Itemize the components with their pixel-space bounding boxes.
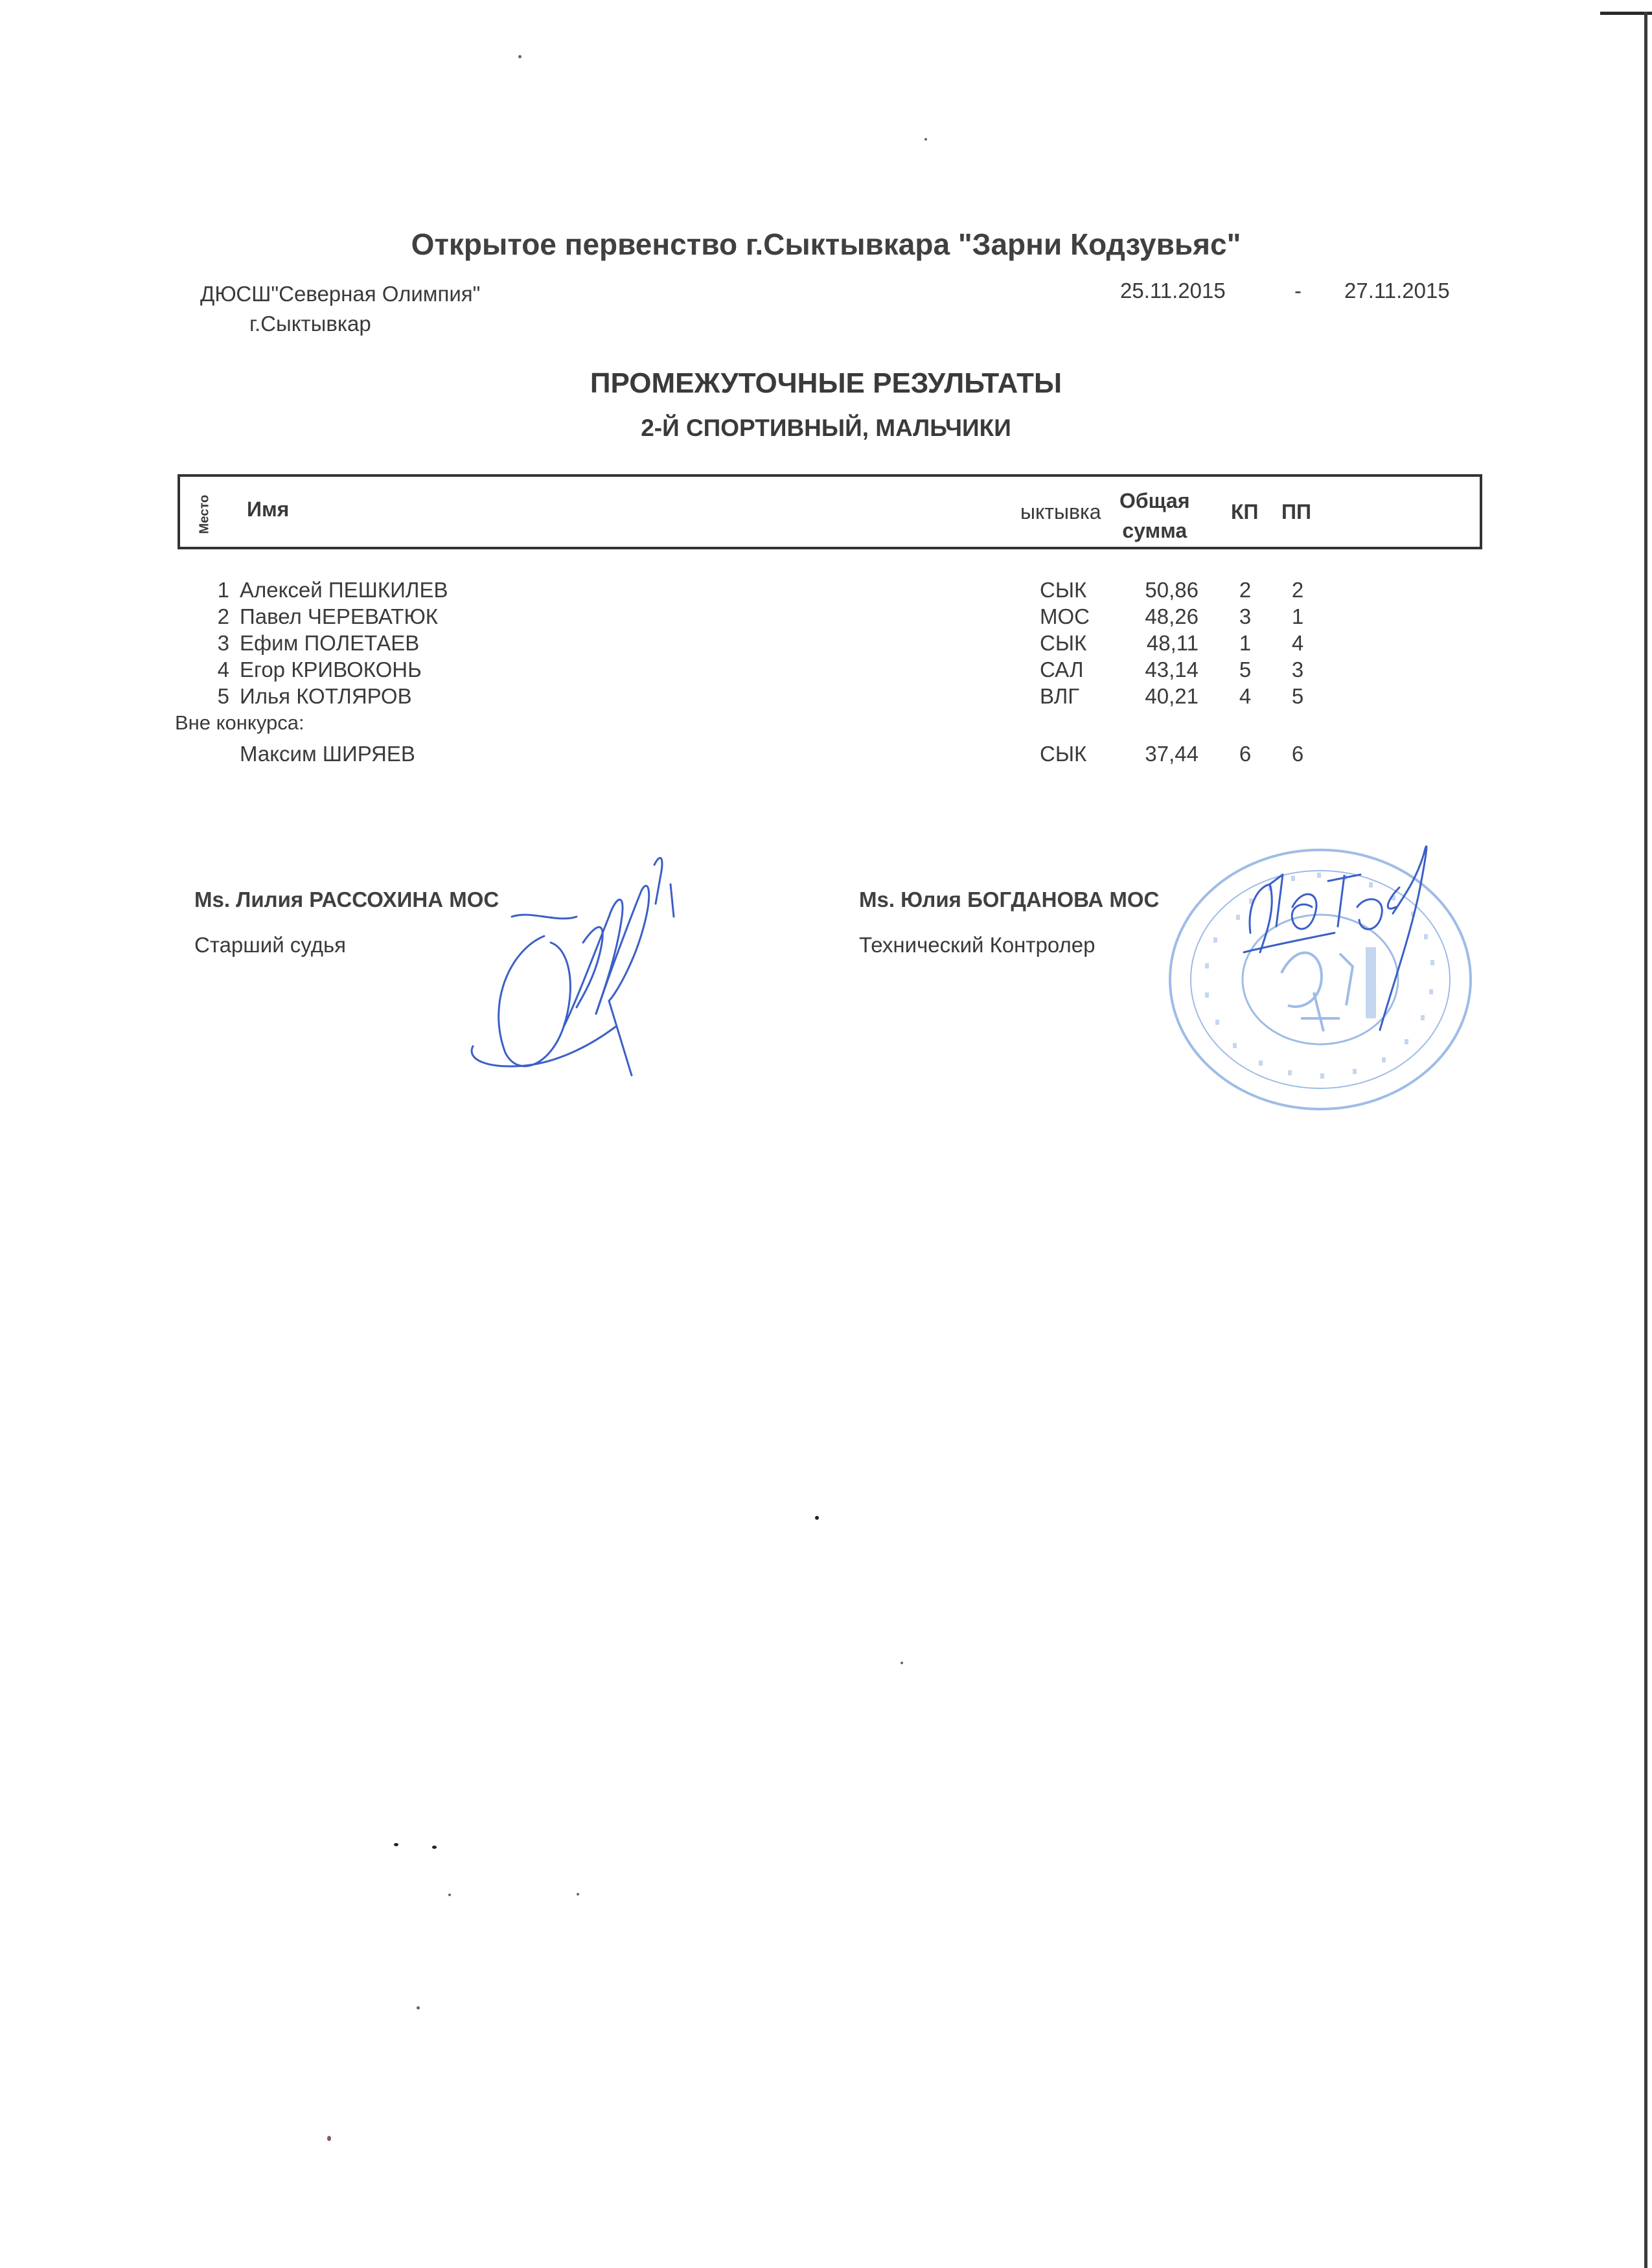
outside-competition-label: Вне конкурса: <box>175 711 304 734</box>
row-club: СЫК <box>1040 578 1087 602</box>
row-total: 43,14 <box>1145 658 1199 682</box>
date-end: 27.11.2015 <box>1344 279 1450 303</box>
row-kp: 5 <box>1239 658 1252 682</box>
organizer: ДЮСШ"Северная Олимпия" <box>200 282 481 306</box>
row-kp: 6 <box>1239 742 1252 766</box>
scan-speck <box>815 1516 819 1520</box>
row-name: Алексей ПЕШКИЛЕВ <box>240 578 448 602</box>
row-kp: 2 <box>1239 578 1252 602</box>
row-place: 3 <box>217 631 229 655</box>
scan-speck <box>448 1894 451 1896</box>
table-row-outside <box>0 742 1652 769</box>
row-club: СЫК <box>1040 631 1087 655</box>
row-kp: 4 <box>1239 684 1252 708</box>
header-kp: КП <box>1231 500 1259 523</box>
header-name: Имя <box>247 498 290 521</box>
row-pp: 5 <box>1291 684 1304 708</box>
row-pp: 3 <box>1291 658 1304 682</box>
table-row <box>0 604 1652 632</box>
city: г.Сыктывкар <box>249 312 371 336</box>
scan-speck <box>518 55 522 58</box>
row-place: 1 <box>217 578 229 602</box>
row-pp: 6 <box>1291 742 1304 766</box>
scan-speck <box>432 1846 437 1849</box>
row-name: Егор КРИВОКОНЬ <box>240 658 422 682</box>
date-start: 25.11.2015 <box>1120 279 1226 303</box>
header-pp: ПП <box>1281 500 1311 523</box>
scan-speck <box>417 2006 420 2010</box>
table-row <box>0 684 1652 711</box>
row-place: 4 <box>217 658 229 682</box>
controller-role: Технический Контролер <box>859 933 1096 957</box>
row-place: 2 <box>217 604 229 628</box>
header-club: ыктывка <box>1020 500 1101 523</box>
row-name: Павел ЧЕРЕВАТЮК <box>240 604 439 628</box>
header-total <box>1119 486 1190 545</box>
row-pp: 1 <box>1291 604 1304 628</box>
scan-speck <box>577 1893 579 1896</box>
row-total: 50,86 <box>1145 578 1199 602</box>
competition-title: Открытое первенство г.Сыктывкара "Зарни Кодзувьяс" <box>411 227 1241 261</box>
row-club: ВЛГ <box>1040 684 1080 708</box>
row-club: САЛ <box>1040 658 1084 682</box>
row-total: 37,44 <box>1145 742 1199 766</box>
scan-speck <box>924 138 927 141</box>
row-total: 48,26 <box>1145 604 1199 628</box>
header-place: Место <box>197 494 212 534</box>
table-row <box>0 658 1652 685</box>
row-place: 5 <box>217 684 229 708</box>
row-name: Илья КОТЛЯРОВ <box>240 684 412 708</box>
referee-signature <box>447 845 693 1085</box>
table-row <box>0 631 1652 658</box>
date-separator: - <box>1294 279 1302 303</box>
referee-role: Старший судья <box>194 933 347 957</box>
row-name: Ефим ПОЛЕТАЕВ <box>240 631 420 655</box>
header-total-line2: сумма <box>1122 519 1187 542</box>
results-heading: ПРОМЕЖУТОЧНЫЕ РЕЗУЛЬТАТЫ <box>590 367 1062 399</box>
row-kp: 3 <box>1239 604 1252 628</box>
row-name: Максим ШИРЯЕВ <box>240 742 415 766</box>
row-club: МОС <box>1040 604 1090 628</box>
table-row <box>0 578 1652 605</box>
scan-speck <box>327 2136 331 2141</box>
category-heading: 2-Й СПОРТИВНЫЙ, МАЛЬЧИКИ <box>641 415 1011 441</box>
row-total: 40,21 <box>1145 684 1199 708</box>
scan-speck <box>901 1662 903 1664</box>
controller-signature <box>1231 836 1451 1049</box>
row-total: 48,11 <box>1146 631 1199 655</box>
scan-speck <box>394 1843 398 1846</box>
row-pp: 2 <box>1291 578 1304 602</box>
scan-border-right <box>1644 12 1647 2268</box>
row-pp: 4 <box>1291 631 1304 655</box>
referee-name: Ms. Лилия РАССОХИНА МОС <box>194 888 499 911</box>
controller-name: Ms. Юлия БОГДАНОВА МОС <box>859 888 1160 911</box>
row-kp: 1 <box>1239 631 1252 655</box>
row-club: СЫК <box>1040 742 1087 766</box>
table-header <box>178 474 1482 549</box>
header-total-line1: Общая <box>1119 489 1190 512</box>
